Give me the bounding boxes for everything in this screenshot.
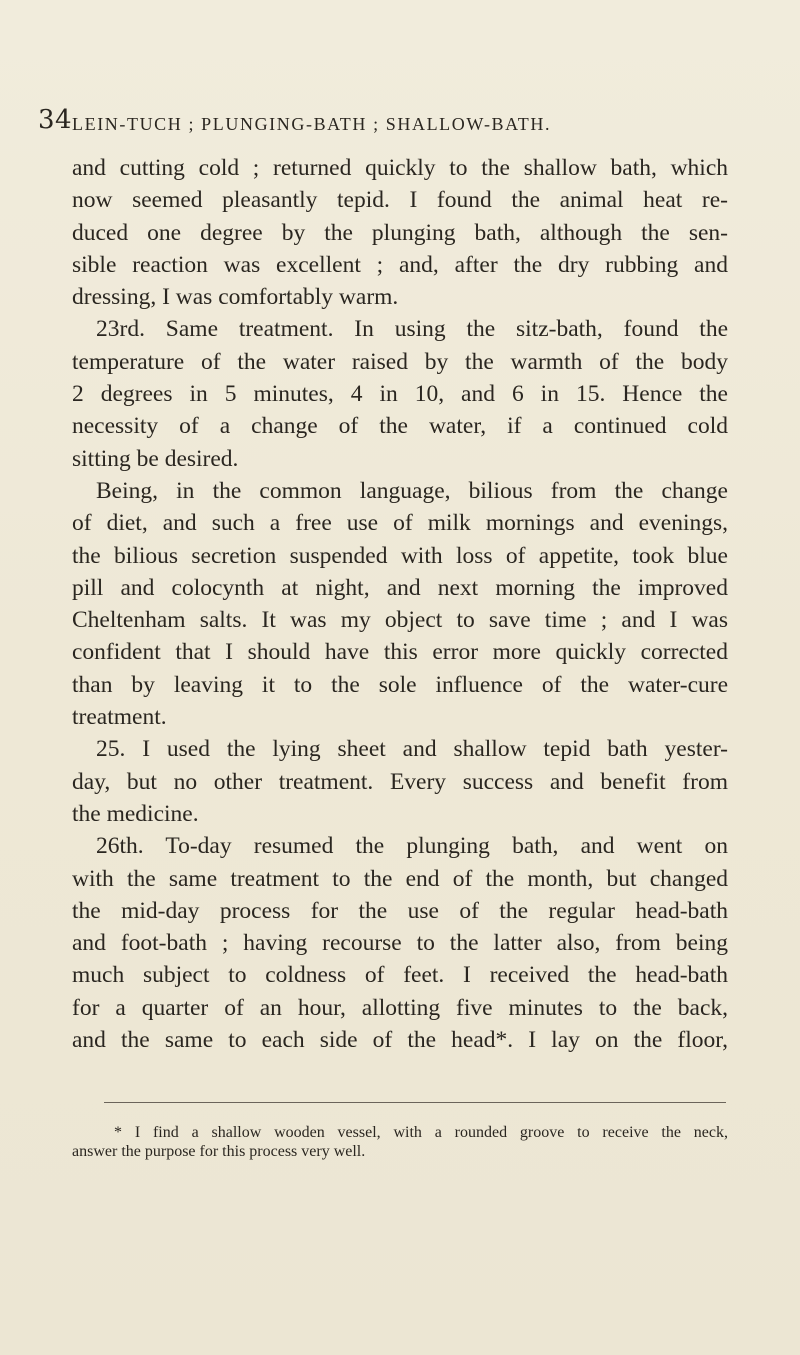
body-line: with the same treatment to the end of the month, but changed: [72, 865, 728, 892]
footnote: [72, 1123, 728, 1161]
body-line: for a quarter of an hour, allotting five minutes to the back,: [72, 994, 728, 1021]
body-text: [72, 152, 728, 1056]
body-line: temperature of the water raised by the warmth of the body: [72, 348, 728, 375]
body-line: now seemed pleasantly tepid. I found the animal heat re-: [72, 187, 728, 214]
body-line: of diet, and such a free use of milk mornings and evenings,: [72, 510, 728, 537]
body-line: 2 degrees in 5 minutes, 4 in 10, and 6 in 15. Hence the: [72, 381, 728, 408]
body-line: duced one degree by the plunging bath, although the sen-: [72, 219, 728, 246]
footnote-line: answer the purpose for this process very well.: [72, 1143, 366, 1160]
body-line: necessity of a change of the water, if a continued cold: [72, 413, 728, 440]
body-line: treatment.: [72, 704, 167, 731]
body-line: sitting be desired.: [72, 445, 239, 472]
body-line: and the same to each side of the head*. I lay on the floor,: [72, 1027, 728, 1054]
footnote-rule: [104, 1102, 726, 1103]
body-line: confident that I should have this error more quickly corrected: [72, 639, 728, 666]
body-line: pill and colocynth at night, and next morning the improved: [72, 574, 728, 601]
page-number: 34: [38, 105, 73, 135]
body-line: than by leaving it to the sole influence of the water-cure: [72, 671, 728, 698]
body-line: much subject to coldness of feet. I received the head-bath: [72, 962, 728, 989]
body-line: and foot-bath ; having recourse to the latter also, from being: [72, 930, 728, 957]
body-line: sible reaction was excellent ; and, after the dry rubbing and: [72, 251, 728, 278]
body-line: the medicine.: [72, 800, 199, 827]
body-line: 25. I used the lying sheet and shallow tepid bath yester-: [96, 736, 728, 763]
body-line: dressing, I was comfortably warm.: [72, 284, 399, 311]
body-line: Cheltenham salts. It was my object to save time ; and I was: [72, 607, 728, 634]
body-line: the bilious secretion suspended with loss of appetite, took blue: [72, 542, 728, 569]
running-head: LEIN-TUCH ; PLUNGING-BATH ; SHALLOW-BATH.: [72, 114, 552, 134]
body-line: and cutting cold ; returned quickly to the shallow bath, which: [72, 155, 728, 181]
body-line: 23rd. Same treatment. In using the sitz-bath, found the: [96, 316, 728, 343]
body-line: Being, in the common language, bilious from the change: [96, 477, 728, 504]
body-line: the mid-day process for the use of the regular head-bath: [72, 897, 728, 924]
footnote-line: * I find a shallow wooden vessel, with a rounded groove to receive the neck,: [114, 1124, 728, 1141]
body-line: day, but no other treatment. Every success and benefit from: [72, 768, 728, 795]
body-line: 26th. To-day resumed the plunging bath, and went on: [96, 833, 728, 860]
